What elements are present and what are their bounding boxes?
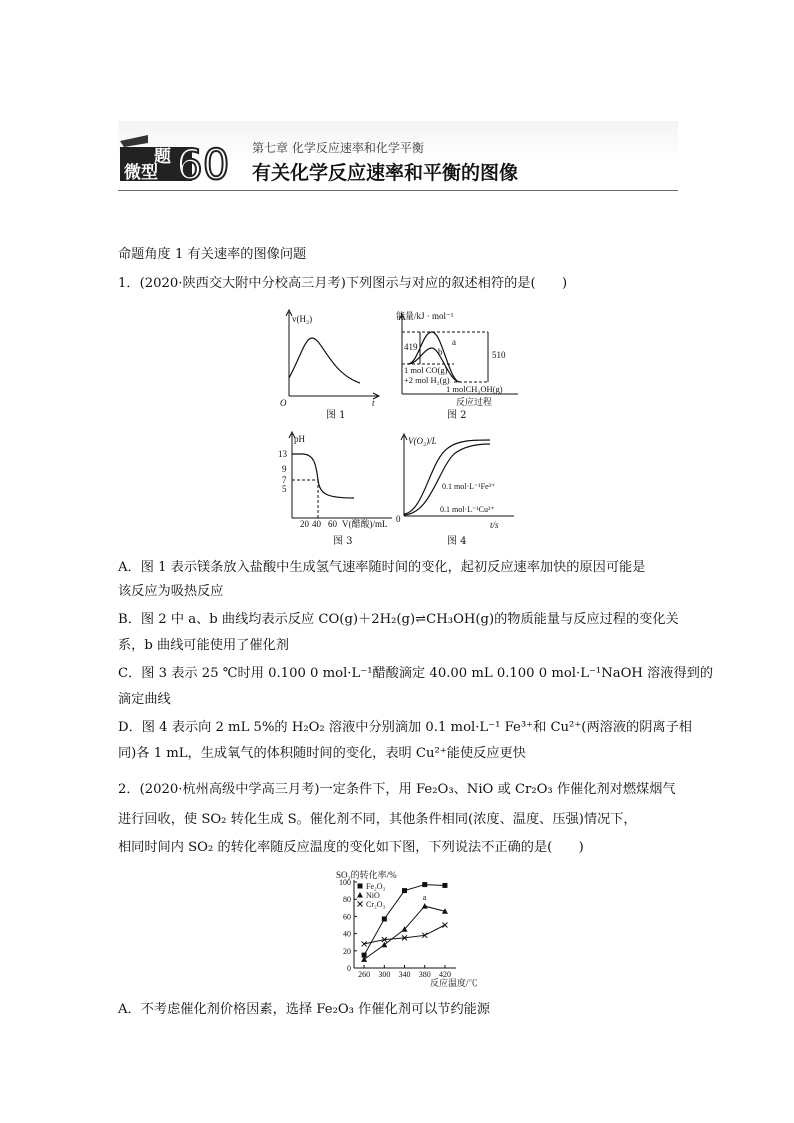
q1-option-b-line1: B．图 2 中 a、b 曲线均表示反应 CO(g)＋2H₂(g)⇌CH₃OH(g)的物质能量与反应过程的变化关 (118, 612, 679, 627)
chart-x-tick-label: 300 (378, 970, 391, 979)
fig1-caption: 图 1 (326, 410, 346, 421)
fig3-ytick-13: 13 (278, 449, 287, 459)
header-divider (118, 190, 678, 191)
fig3-ytick-7: 7 (282, 475, 287, 485)
chapter-label: 第七章 化学反应速率和化学平衡 (252, 141, 424, 155)
fig2-510: 510 (492, 350, 506, 360)
fig4-ylabel: V(O₂)/L (408, 436, 437, 446)
chart-point-fe2o3 (382, 916, 387, 921)
badge-char-weixing: 微型 (124, 163, 158, 183)
chart-point-nio (422, 903, 428, 909)
fig3-xtick-40: 40 (312, 519, 321, 529)
q1-stem: 1．(2020·陕西交大附中分校高三月考)下列图示与对应的叙述相符的是( ) (118, 276, 568, 291)
q1-option-b-line2: 系，b 曲线可能使用了催化剂 (118, 638, 289, 653)
fig4-origin: 0 (396, 514, 401, 524)
chart-xlabel: 反应温度/℃ (430, 978, 478, 988)
chart-legend-label: Cr₂O₃ (366, 900, 386, 909)
figure-4 (394, 430, 520, 530)
chart-point-nio (357, 892, 363, 898)
fig4-curve-fe (404, 440, 490, 514)
fig2-a-label: a (452, 337, 456, 347)
chart-title: SO₂的转化率/% (336, 870, 397, 880)
figure-3 (274, 428, 400, 532)
badge-char-ti: 题 (154, 147, 171, 167)
q1-option-a-line2: 该反应为吸热反应 (118, 584, 224, 599)
fig4-label-cu: 0.1 mol·L⁻¹Cu²⁺ (440, 505, 495, 514)
fig4-caption: 图 4 (447, 536, 467, 547)
fig2-reactant2: +2 mol H₂(g) (404, 375, 450, 385)
fig4-xlabel: t/s (490, 520, 499, 530)
chart-point-fe2o3 (422, 882, 427, 887)
chart-y-tick-label: 20 (343, 946, 351, 956)
fig3-curve (292, 454, 354, 498)
q1-option-c-line2: 滴定曲线 (118, 692, 171, 707)
chart-y-tick-label: 40 (343, 929, 351, 939)
fig3-ytick-9: 9 (282, 464, 287, 474)
chart-point-cr2o3 (442, 923, 447, 928)
q2-option-a: A．不考虑催化剂价格因素，选择 Fe₂O₃ 作催化剂可以节约能源 (118, 1002, 491, 1017)
fig3-xlabel: V(醋酸)/mL (342, 519, 388, 529)
chart-y-tick-label: 0 (347, 964, 351, 973)
q1-option-a-line1: A．图 1 表示镁条放入盐酸中生成氢气速率随时间的变化，起初反应速率加快的原因可能是 (118, 560, 646, 575)
fig2-xlabel: 反应过程 (456, 397, 493, 407)
fig2-b-label: b (438, 347, 443, 357)
fig1-ylabel: v(H₂) (292, 314, 313, 324)
chart-x-tick-label: 340 (398, 970, 411, 979)
chart-legend-label: NiO (366, 891, 380, 900)
fig2-reactant1: 1 mol CO(g) (404, 365, 448, 375)
figure-1 (280, 308, 382, 420)
chart-x-tick-label: 260 (358, 970, 371, 979)
page-title: 有关化学反应速率和平衡的图像 (252, 162, 519, 184)
so2-conversion-chart (318, 868, 482, 990)
fig3-caption: 图 3 (333, 536, 353, 547)
q1-option-c-line1: C．图 3 表示 25 ℃时用 0.100 0 mol·L⁻¹醋酸滴定 40.00 mL 0.100 0 mol·L⁻¹NaOH 溶液得到的 (118, 666, 714, 681)
fig1-xlabel: t (372, 398, 375, 408)
fig2-product: 1 molCH₃OH(g) (446, 384, 503, 394)
chart-x-tick-label: 420 (438, 970, 451, 979)
fig1-curve (289, 338, 360, 383)
topic-badge (118, 133, 240, 183)
fig3-xtick-20: 20 (300, 519, 309, 529)
q1-option-d-line2: 同)各 1 mL，生成氧气的体积随时间的变化，表明 Cu²⁺能使反应更快 (118, 746, 526, 761)
q2-stem-line2: 进行回收，使 SO₂ 转化生成 S。催化剂不同，其他条件相同(浓度、温度、压强)情况下， (118, 812, 637, 827)
section-title: 命题角度 1 有关速率的图像问题 (118, 247, 307, 262)
fig3-ytick-5: 5 (282, 484, 287, 494)
chart-y-tick-label: 80 (343, 895, 351, 905)
chart-annotation-a: a (422, 893, 427, 903)
badge-number: 60 (176, 140, 230, 183)
fig4-label-fe: 0.1 mol·L⁻¹Fe³⁺ (442, 482, 496, 491)
chart-y-tick-label: 60 (343, 912, 351, 922)
fig1-origin: O (280, 398, 287, 408)
q1-option-d-line1: D．图 4 表示向 2 mL 5%的 H₂O₂ 溶液中分别滴加 0.1 mol·L⁻¹ Fe³⁺和 Cu²⁺(两溶液的阴离子相 (118, 720, 692, 735)
fig2-419: 419 (404, 342, 418, 352)
chart-point-fe2o3 (442, 883, 447, 888)
chart-legend-label: Fe₂O₃ (366, 882, 386, 891)
figure-2 (394, 310, 524, 410)
fig2-caption: 图 2 (447, 410, 467, 421)
chart-point-fe2o3 (358, 884, 363, 889)
q2-stem-line3: 相同时间内 SO₂ 的转化率随反应温度的变化如下图，下列说法不正确的是( ) (118, 840, 584, 855)
fig3-xtick-60: 60 (328, 519, 337, 529)
chart-point-fe2o3 (402, 888, 407, 893)
fig3-ylabel: pH (294, 434, 305, 444)
chart-y-tick-label: 100 (339, 878, 351, 887)
q2-stem-line1: 2．(2020·杭州高级中学高三月考)一定条件下，用 Fe₂O₃、NiO 或 Cr₂O₃ 作催化剂对燃煤烟气 (118, 782, 676, 797)
fig2-ylabel: 能量/kJ · mol⁻¹ (396, 311, 454, 321)
chart-x-tick-label: 380 (418, 970, 431, 979)
chart-point-cr2o3 (358, 902, 363, 907)
